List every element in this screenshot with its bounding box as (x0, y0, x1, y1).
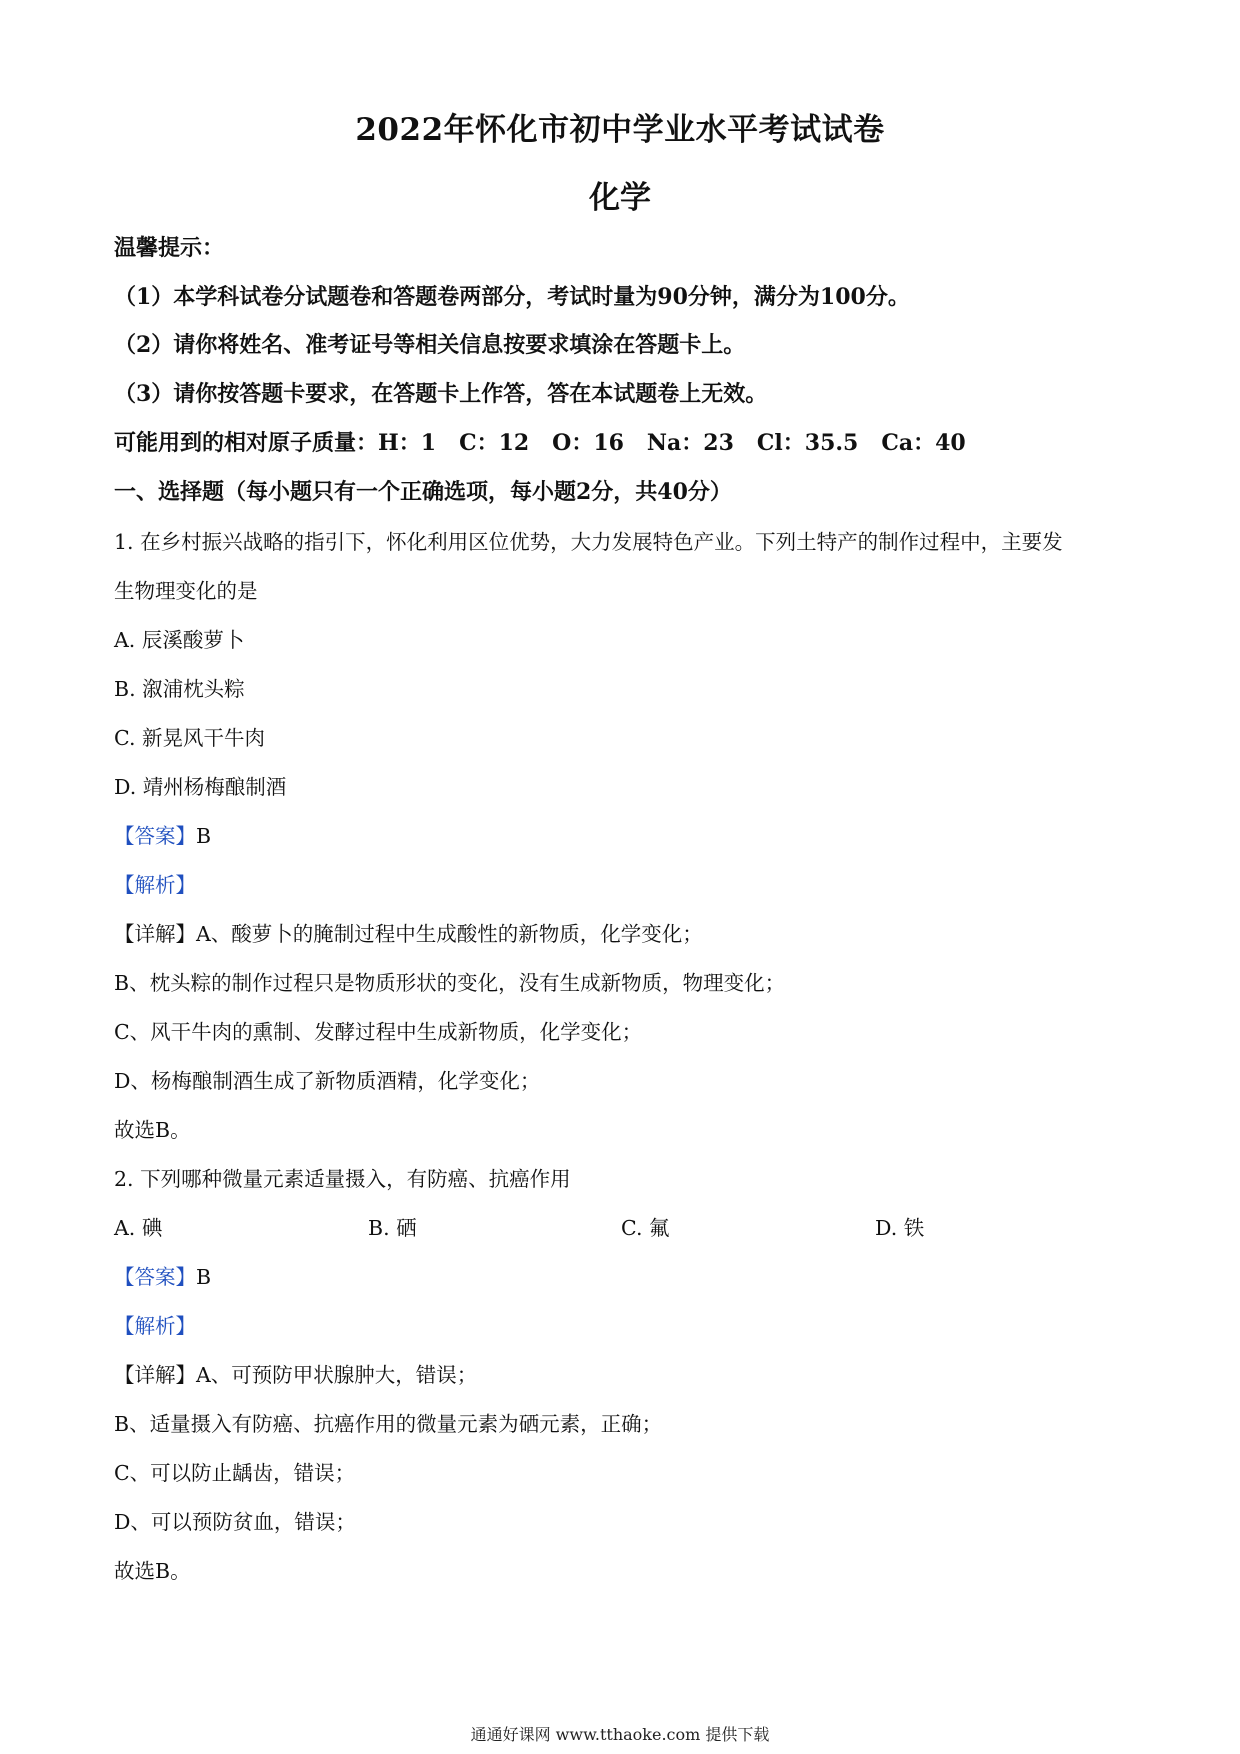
q1-stem-line1: 1. 在乡村振兴战略的指引下，怀化利用区位优势，大力发展特色产业。下列土特产的制作过程中，主要发 (114, 530, 1063, 554)
q2-answer: B (196, 1265, 212, 1289)
q1-answer: B (196, 824, 212, 848)
tip-2: （2）请你将姓名、准考证号等相关信息按要求填涂在答题卡上。 (114, 332, 746, 358)
q2-option-d: D. 铁 (875, 1216, 925, 1240)
q1-option-b: B. 溆浦枕头粽 (114, 677, 245, 701)
q2-option-a: A. 碘 (114, 1216, 163, 1240)
q1-option-d: D. 靖州杨梅酿制酒 (114, 775, 287, 799)
tip-1: （1）本学科试卷分试题卷和答题卷两部分，考试时量为90分钟，满分为100分。 (114, 284, 910, 310)
exam-title: 2022年怀化市初中学业水平考试试卷 (355, 112, 885, 148)
q2-option-b: B. 硒 (368, 1216, 417, 1240)
subject-title: 化学 (589, 180, 651, 216)
q2-answer-row (114, 1262, 211, 1292)
tips-heading: 温馨提示： (114, 235, 225, 261)
q2-stem: 2. 下列哪种微量元素适量摄入，有防癌、抗癌作用 (114, 1167, 571, 1191)
q2-conclusion: 故选B。 (114, 1559, 191, 1583)
q1-answer-row (114, 821, 211, 851)
q1-option-c: C. 新晃风干牛肉 (114, 726, 265, 750)
q2-analysis-tag: 【解析】 (114, 1314, 196, 1338)
q2-answer-tag: 【答案】 (114, 1265, 196, 1289)
q1-detail-4: D、杨梅酿制酒生成了新物质酒精，化学变化； (114, 1069, 541, 1093)
q2-options-row (114, 1213, 1114, 1243)
q2-detail-4: D、可以预防贫血，错误； (114, 1510, 356, 1534)
tip-3: （3）请你按答题卡要求，在答题卡上作答，答在本试题卷上无效。 (114, 381, 768, 407)
q1-answer-tag: 【答案】 (114, 824, 196, 848)
q1-option-a: A. 辰溪酸萝卜 (114, 628, 245, 652)
q2-detail-2: B、适量摄入有防癌、抗癌作用的微量元素为硒元素，正确； (114, 1412, 663, 1436)
footer-source: 通通好课网 www.tthaoke.com 提供下载 (470, 1725, 770, 1744)
q2-option-c: C. 氟 (621, 1216, 670, 1240)
atomic-masses: 可能用到的相对原子质量：H：1 C：12 O：16 Na：23 Cl：35.5 Ca：40 (114, 430, 966, 456)
q1-conclusion: 故选B。 (114, 1118, 191, 1142)
q1-detail-1: 【详解】A、酸萝卜的腌制过程中生成酸性的新物质，化学变化； (114, 922, 703, 946)
q2-detail-3: C、可以防止龋齿，错误； (114, 1461, 356, 1485)
q1-stem-line2: 生物理变化的是 (114, 579, 258, 603)
section1-heading: 一、选择题（每小题只有一个正确选项，每小题2分，共40分） (114, 479, 732, 505)
q2-detail-1: 【详解】A、可预防甲状腺肿大，错误； (114, 1363, 478, 1387)
q1-detail-3: C、风干牛肉的熏制、发酵过程中生成新物质，化学变化； (114, 1020, 643, 1044)
q1-detail-2: B、枕头粽的制作过程只是物质形状的变化，没有生成新物质，物理变化； (114, 971, 786, 995)
q1-analysis-tag: 【解析】 (114, 873, 196, 897)
